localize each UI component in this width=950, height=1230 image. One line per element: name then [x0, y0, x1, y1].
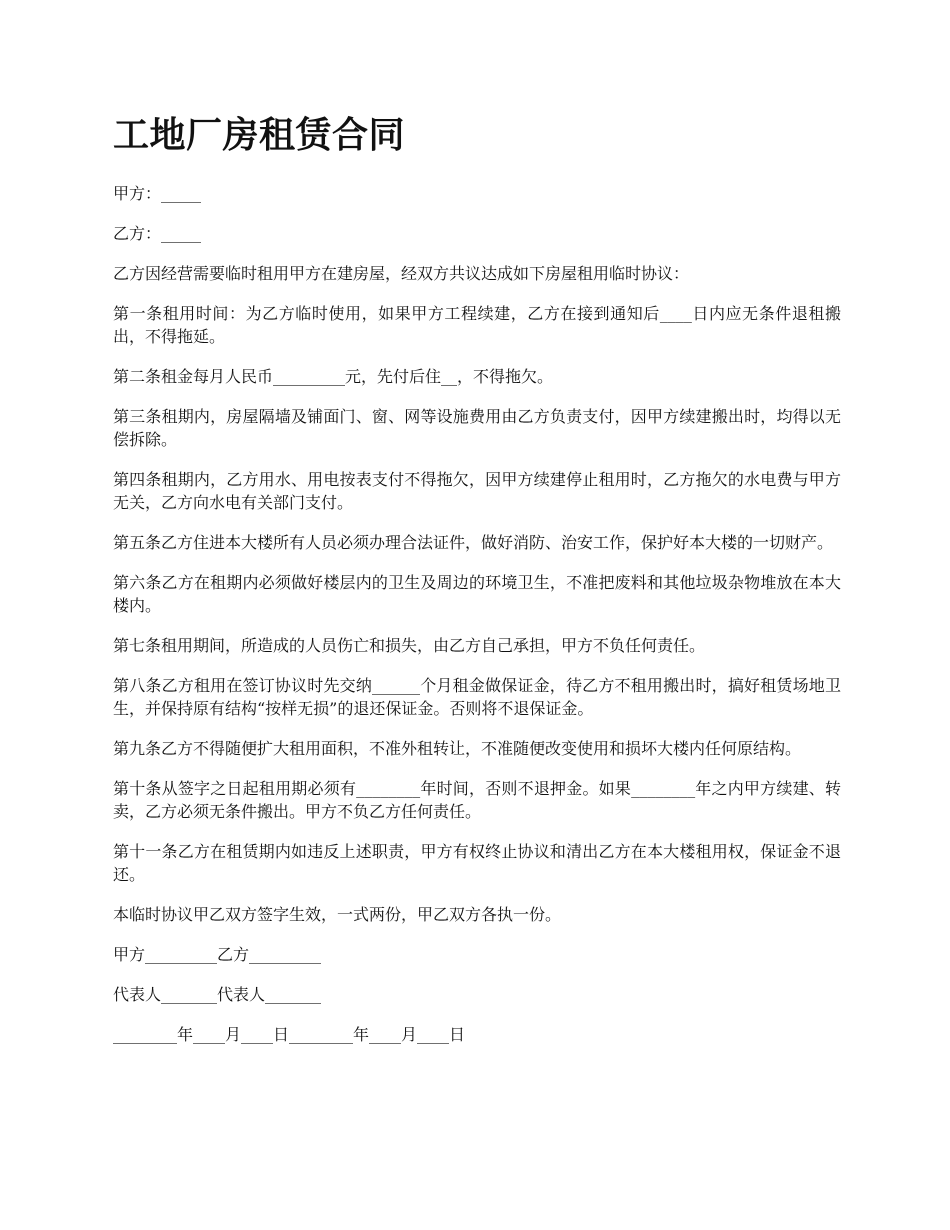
- clause-7: 第七条租用期间，所造成的人员伤亡和损失，由乙方自己承担，甲方不负任何责任。: [113, 636, 706, 655]
- contract-document: [113, 112, 841, 1063]
- representative-line: 代表人_______代表人_______: [113, 985, 322, 1004]
- party-a-line: 甲方：_____: [113, 184, 202, 203]
- closing-paragraph: 本临时协议甲乙双方签字生效，一式两份，甲乙双方各执一份。: [113, 905, 562, 924]
- clause-10: 第十条从签字之日起租用期必须有________年时间，否则不退押金。如果________年之内甲方续建、转卖，乙方必须无条件搬出。甲方不负乙方任何责任。: [113, 779, 841, 821]
- signature-line: 甲方_________乙方_________: [113, 945, 322, 964]
- clause-5: 第五条乙方住进本大楼所有人员必须办理合法证件，做好消防、治安工作，保护好本大楼的一切财产。: [113, 533, 834, 552]
- clause-8: 第八条乙方租用在签订协议时先交纳______个月租金做保证金，待乙方不租用搬出时，搞好租赁场地卫生，并保持原有结构“按样无损”的退还保证金。否则将不退保证金。: [113, 676, 841, 718]
- party-b-line: 乙方：_____: [113, 224, 202, 243]
- intro-paragraph: 乙方因经营需要临时租用甲方在建房屋，经双方共议达成如下房屋租用临时协议：: [113, 264, 690, 283]
- date-line: ________年____月____日________年____月____日: [113, 1025, 466, 1044]
- clause-1: 第一条租用时间：为乙方临时使用，如果甲方工程续建，乙方在接到通知后____日内应无条件退租搬出，不得拖延。: [113, 304, 841, 346]
- clause-4: 第四条租期内，乙方用水、用电按表支付不得拖欠，因甲方续建停止租用时，乙方拖欠的水电费与甲方无关，乙方向水电有关部门支付。: [113, 470, 841, 512]
- clause-2: 第二条租金每月人民币_________元，先付后住__，不得拖欠。: [113, 367, 554, 386]
- clause-9: 第九条乙方不得随便扩大租用面积，不准外租转让，不准随便改变使用和损坏大楼内任何原结构。: [113, 739, 802, 758]
- clause-11: 第十一条乙方在租赁期内如违反上述职责，甲方有权终止协议和清出乙方在本大楼租用权，保证金不退还。: [113, 842, 841, 884]
- clause-6: 第六条乙方在租期内必须做好楼层内的卫生及周边的环境卫生，不准把废料和其他垃圾杂物堆放在本大楼内。: [113, 573, 841, 615]
- document-title: 工地厂房租赁合同: [113, 115, 406, 156]
- clause-3: 第三条租期内，房屋隔墙及铺面门、窗、网等设施费用由乙方负责支付，因甲方续建搬出时，均得以无偿拆除。: [113, 407, 841, 449]
